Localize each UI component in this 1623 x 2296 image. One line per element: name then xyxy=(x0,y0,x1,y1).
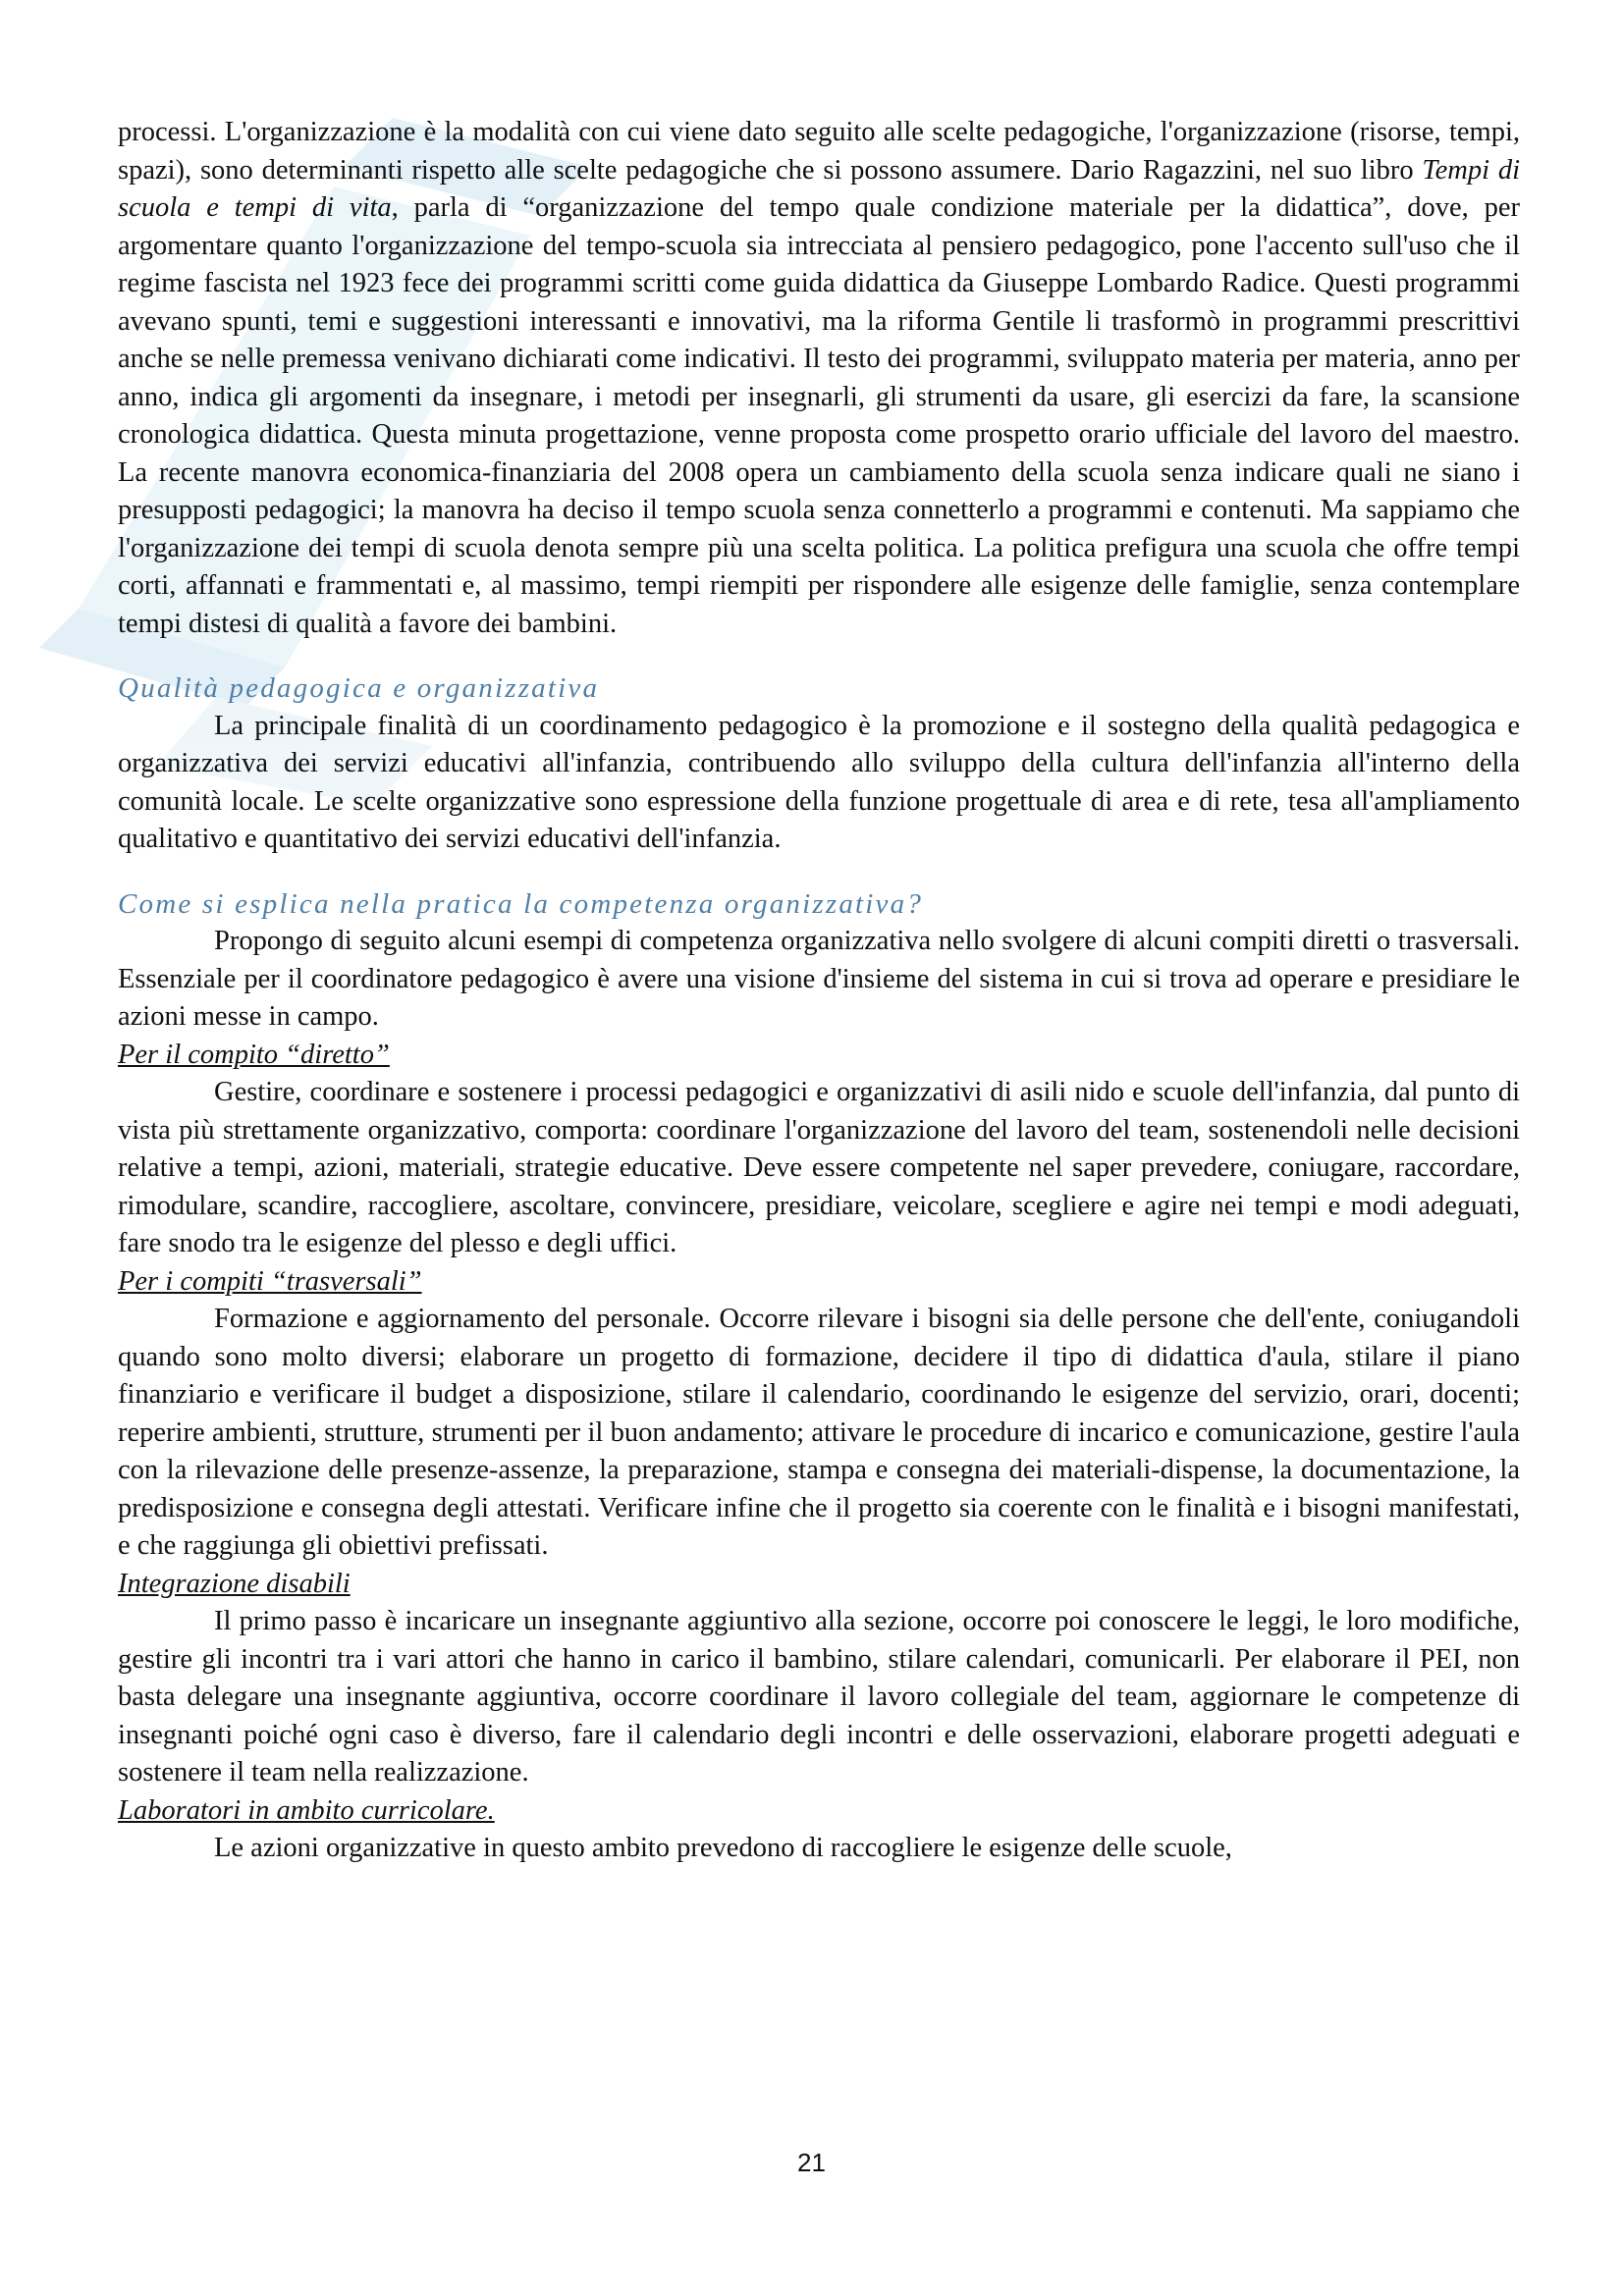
paragraph-transversal: Formazione e aggiornamento del personale. Occorre rilevare i bisogni sia delle persone che dell'ente, coniugandoli quando sono molto diversi; elaborare un progetto di formazione, decidere il tipo di didattica d'aula, stilare il piano finanziario e verificare il budget a disposizione, stilare il calendario, coordinando le esigenze del servizio, orari, docenti; reperire ambienti, strutture, strumenti per il buon andamento; attivare le procedure di incarico e comunicazione, gestire l'aula con la rilevazione delle presenze-assenze, la preparazione, stampa e consegna dei materiali-dispense, la documentazione, la predisposizione e consegna degli attestati. Verificare infine che il progetto sia coerente con le finalità e i bisogni manifestati, e che raggiunga gli obiettivi prefissati. xyxy=(118,1304,1520,1561)
heading-competence: Come si esplica nella pratica la competenza organizzativa? xyxy=(118,887,924,920)
subheading-transversal: Per i compiti “trasversali” xyxy=(118,1265,422,1297)
heading-quality: Qualità pedagogica e organizzativa xyxy=(118,672,600,704)
subheading-direct: Per il compito “diretto” xyxy=(118,1039,390,1070)
paragraph-competence: Propongo di seguito alcuni esempi di competenza organizzativa nello svolgere di alcuni compiti diretti o trasversali. Essenziale per il coordinatore pedagogico è avere una visione d'insieme del sistema in cui si trova ad operare e presidiare le azioni messe in campo. xyxy=(118,926,1520,1032)
paragraph-disabled: Il primo passo è incaricare un insegnante aggiuntivo alla sezione, occorre poi conoscere le leggi, le loro modifiche, gestire gli incontri tra i vari attori che hanno in carico il bambino, stilare calendari, comunicarli. Per elaborare il PEI, non basta delegare una insegnante aggiuntiva, occorre coordinare il lavoro collegiale del team, aggiornare le competenze di insegnanti poiché ogni caso è diverso, fare il calendario degli incontri e delle osservazioni, elaborare progetti adeguati e sostenere il team nella realizzazione. xyxy=(118,1606,1520,1788)
page-number: 21 xyxy=(797,2148,826,2177)
paragraph-direct: Gestire, coordinare e sostenere i processi pedagogici e organizzativi di asili nido e scuole dell'infanzia, dal punto di vista più strettamente organizzativo, comporta: coordinare l'organizzazione del lavoro del team, sostenendoli nelle decisioni relative a tempi, azioni, materiali, strategie educative. Deve essere competente nel saper prevedere, coniugare, raccordare, rimodulare, scandire, raccogliere, ascoltare, convincere, presidiare, veicolare, scegliere e agire nei tempi e modi adeguati, fare snodo tra le esigenze del plesso e degli uffici. xyxy=(118,1077,1520,1258)
book-title: Tempi di scuola e tempi di vita xyxy=(118,154,1520,223)
subheading-labs: Laboratori in ambito curricolare. xyxy=(118,1794,495,1826)
paragraph-intro xyxy=(118,114,1520,643)
paragraph-labs: Le azioni organizzative in questo ambito prevedono di raccogliere le esigenze delle scuole, xyxy=(214,1833,1232,1863)
paragraph-quality: La principale finalità di un coordinamento pedagogico è la promozione e il sostegno della qualità pedagogica e organizzativa dei servizi educativi all'infanzia, contribuendo allo sviluppo della cultura dell'infanzia all'interno della comunità locale. Le scelte organizzative sono espressione della funzione progettuale di area e di rete, tesa all'ampliamento qualitativo e quantitativo dei servizi educativi dell'infanzia. xyxy=(118,710,1520,854)
paragraph-intro-part2: , parla di “organizzazione del tempo quale condizione materiale per la didattica”, dove, per argomentare quanto l'organizzazione del tempo-scuola sia intrecciata al pensiero pedagogico, pone l'accento sull'uso che il regime fascista nel 1923 fece dei programmi scritti come guida didattica da Giuseppe Lombardo Radice. Questi programmi avevano spunti, temi e suggestioni interessanti e innovativi, ma la riforma Gentile li trasformò in programmi prescrittivi anche se nelle premessa venivano dichiarati come indicativi. Il testo dei programmi, sviluppato materia per materia, anno per anno, indica gli argomenti da insegnare, i metodi per insegnarli, gli strumenti da usare, gli esercizi da fare, la scansione cronologica didattica. Questa minuta progettazione, venne proposta come prospetto orario ufficiale del lavoro del maestro. La recente manovra economica-finanziaria del 2008 opera un cambiamento della scuola senza indicare quali ne siano i presupposti pedagogici; la manovra ha deciso il tempo scuola senza connetterlo a programmi e contenuti. Ma sappiamo che l'organizzazione dei tempi di scuola denota sempre più una scelta politica. La politica prefigura una scuola che offre tempi corti, affannati e frammentati e, al massimo, tempi riempiti per rispondere alle esigenze delle famiglie, senza contemplare tempi distesi di qualità a favore dei bambini. xyxy=(118,192,1520,639)
paragraph-intro-part1: processi. L'organizzazione è la modalità con cui viene dato seguito alle scelte pedagogiche, l'organizzazione (risorse, tempi, spazi), sono determinanti rispetto alle scelte pedagogiche che si possono assumere. Dario Ragazzini, nel suo libro xyxy=(118,117,1520,186)
subheading-disabled: Integrazione disabili xyxy=(118,1568,351,1599)
page-content xyxy=(118,114,1520,1868)
